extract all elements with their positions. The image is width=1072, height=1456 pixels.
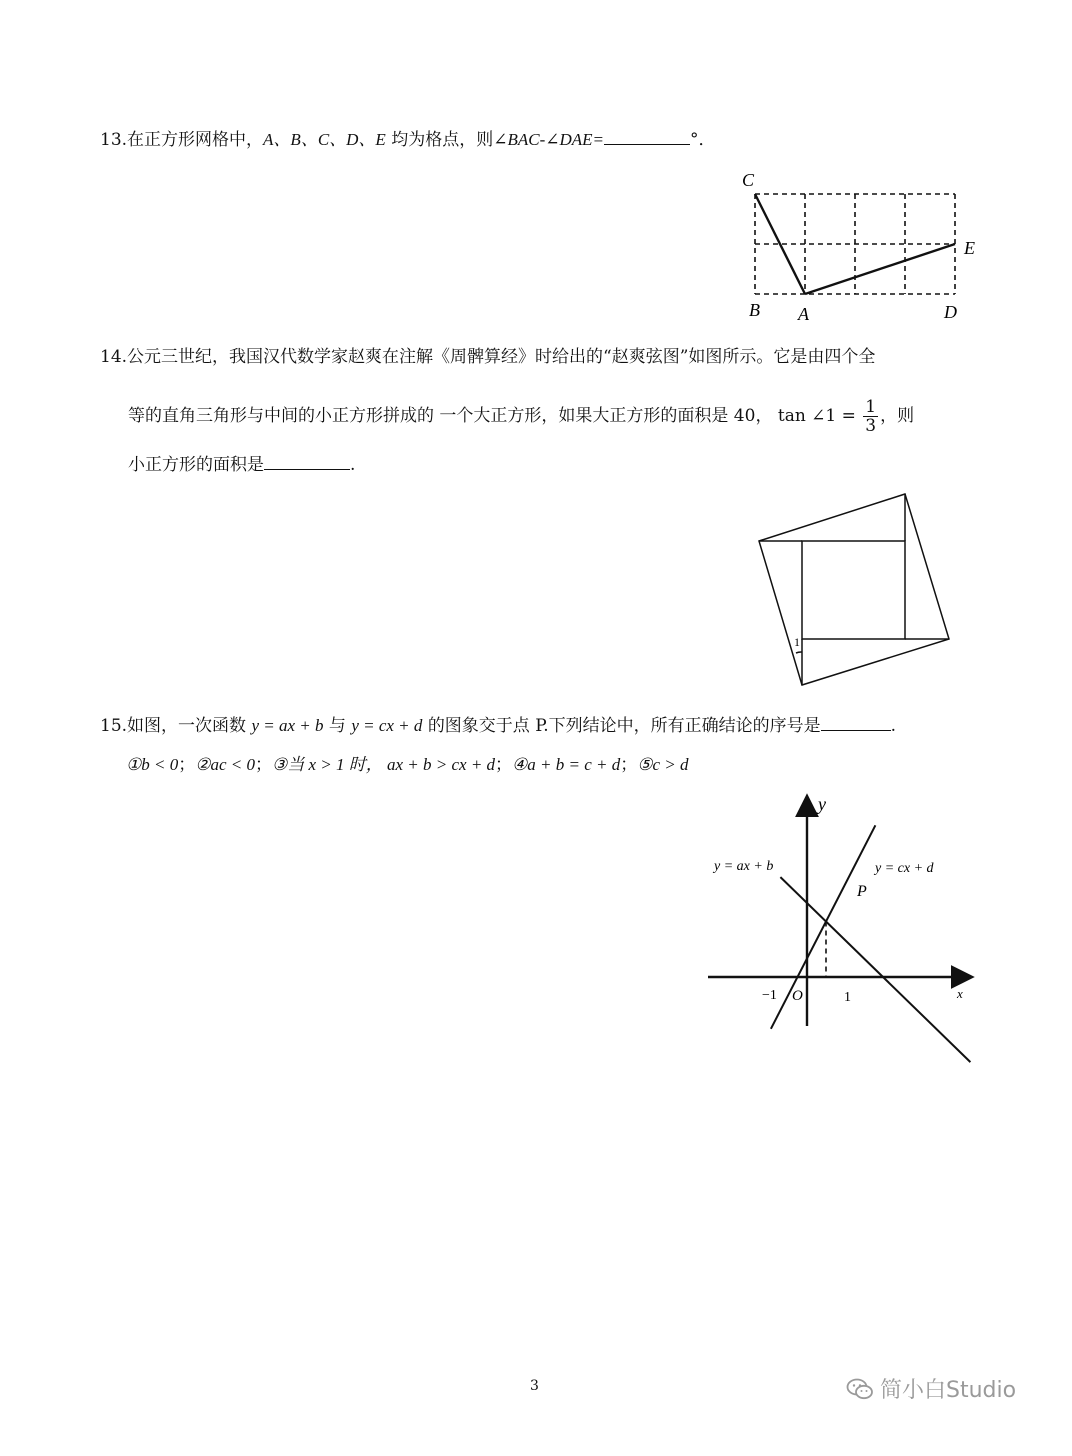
label-origin: O (792, 988, 803, 1004)
q13-prefix: 在正方形网格中， (127, 130, 264, 150)
label-y-axis: y (818, 794, 826, 814)
label-line-ax-b: y = ax + b (714, 859, 774, 874)
q15-number: 15. (100, 716, 128, 736)
line-ax-plus-b (780, 877, 970, 1062)
label-a: A (798, 304, 809, 324)
q14-line3-end: . (350, 455, 356, 475)
q13-answer-blank[interactable] (604, 128, 690, 145)
q15-option-1: ①b < 0 (126, 755, 179, 774)
q15-option-4: ④a + b = c + d (512, 755, 621, 774)
q14-line1: 14.公元三世纪，我国汉代数学家赵爽在注解《周髀算经》时给出的“赵爽弦图”如图所示。它是由四个全 (100, 347, 876, 367)
q14-line2 (128, 398, 914, 435)
inner-square (802, 541, 905, 639)
wechat-icon (846, 1377, 874, 1401)
q14-line2-prefix: 等的直角三角形与中间的小正方形拼成的 一个大正方形，如果大正方形的面积是 40， (128, 406, 773, 426)
angle-1-label: 1 (794, 635, 800, 649)
q15-option-5: ⑤c > d (637, 755, 689, 774)
tick-1: 1 (844, 990, 851, 1005)
q15-sep-2: ； (254, 755, 272, 775)
q14-answer-blank[interactable] (264, 453, 350, 470)
outer-square (759, 494, 949, 685)
q14-line3-text: 小正方形的面积是 (128, 455, 264, 475)
line-cx-plus-d (771, 825, 876, 1029)
q15-sep-1: ； (178, 755, 196, 775)
q15-option-3: ③当 x > 1 时， ax + b > cx + d (271, 755, 496, 774)
q13-suffix: °． (690, 130, 716, 150)
q15-eq2: y = cx + d (351, 716, 423, 735)
watermark (846, 1373, 1016, 1404)
label-d: D (944, 302, 957, 322)
label-b: B (749, 300, 760, 320)
label-line-cx-d: y = cx + d (875, 861, 934, 876)
q15-eq1: y = ax + b (251, 716, 324, 735)
q15-option-2: ②ac < 0 (195, 755, 255, 774)
q14-zhaoshuang-figure (750, 488, 960, 693)
q15-tail-end: . (890, 716, 897, 736)
q13-mid: 均为格点，则 (385, 130, 494, 150)
label-e: E (964, 238, 975, 258)
q14-tan-expr: tan ∠1 = (777, 406, 856, 426)
q13-number: 13. (100, 130, 128, 150)
q14-line2-suffix: ，则 (880, 406, 915, 426)
q15-answer-blank[interactable] (821, 714, 891, 731)
q15-line1 (100, 714, 896, 737)
q13-grid-figure (740, 168, 990, 328)
q15-sep-4: ； (620, 755, 638, 775)
q13-expr: ∠BAC-∠DAE= (493, 130, 605, 149)
q13-points: A、B、C、D、E (263, 130, 386, 149)
q15-conj: 与 (328, 716, 346, 736)
q14-frac-num: 1 (865, 397, 877, 417)
q15-function-graph (700, 790, 990, 1030)
q13-text (100, 128, 716, 151)
q14-fraction (863, 398, 878, 435)
watermark-text: 简小白Studio (880, 1378, 1017, 1403)
q15-sep-3: ； (495, 755, 513, 775)
segment-ca (755, 194, 805, 294)
q14-frac-den: 3 (865, 416, 877, 436)
page-number: 3 (530, 1378, 539, 1394)
label-c: C (742, 170, 755, 190)
label-x-axis: x (957, 986, 963, 1001)
q14-line3 (128, 453, 355, 476)
q15-tail: 的图象交于点 P.下列结论中，所有正确结论的序号是 (427, 716, 821, 736)
q15-options (126, 754, 689, 776)
q15-lead: 如图，一次函数 (127, 716, 247, 736)
tick-neg1: −1 (762, 988, 777, 1003)
label-point-p: P (857, 883, 867, 900)
segment-ae (805, 244, 955, 294)
